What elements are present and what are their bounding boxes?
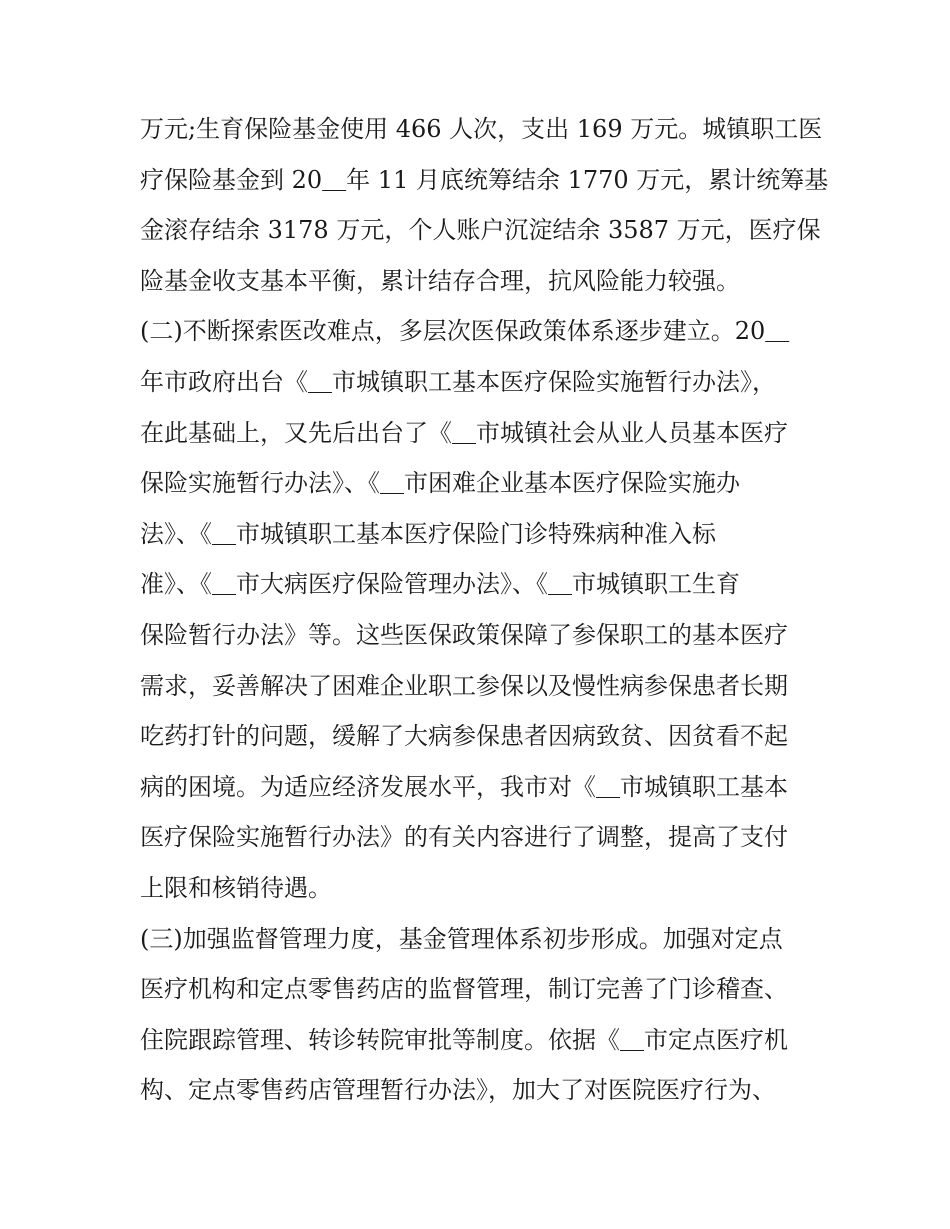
text-line: 病的困境。为适应经济发展水平，我市对《＿市城镇职工基本 [140, 772, 788, 801]
text-line: 医疗保险实施暂行办法》的有关内容进行了调整，提高了支付 [140, 823, 788, 852]
text-line: 万元;生育保险基金使用 466 人次，支出 169 万元。城镇职工医 [140, 115, 823, 143]
text-line: 准》、《＿市大病医疗保险管理办法》、《＿市城镇职工生育 [140, 570, 740, 599]
text-line: (二)不断探索医改难点，多层次医保政策体系逐步建立。20＿ [140, 317, 790, 346]
text-line: 构、定点零售药店管理暂行办法》，加大了对医院医疗行为、 [140, 1076, 776, 1105]
text-line: 在此基础上，又先后出台了《＿市城镇社会从业人员基本医疗 [140, 418, 788, 447]
text-line: 疗保险基金到 20＿年 11 月底统筹结余 1770 万元，累计统筹基 [140, 165, 829, 194]
text-line: 上限和核销待遇。 [140, 873, 332, 902]
text-line: (三)加强监督管理力度，基金管理体系初步形成。加强对定点 [140, 924, 783, 953]
text-line: 金滚存结余 3178 万元，个人账户沉淀结余 3587 万元，医疗保 [140, 216, 821, 245]
text-line: 保险暂行办法》等。这些医保政策保障了参保职工的基本医疗 [140, 620, 788, 649]
text-line: 保险实施暂行办法》、《＿市困难企业基本医疗保险实施办 [140, 469, 740, 498]
text-line: 险基金收支基本平衡，累计结存合理，抗风险能力较强。 [140, 266, 740, 295]
text-line: 需求，妥善解决了困难企业职工参保以及慢性病参保患者长期 [140, 671, 788, 700]
text-line: 医疗机构和定点零售药店的监督管理，制订完善了门诊稽查、 [140, 975, 788, 1004]
text-line: 住院跟踪管理、转诊转院审批等制度。依据《＿市定点医疗机 [140, 1025, 788, 1054]
text-line: 法》、《＿市城镇职工基本医疗保险门诊特殊病种准入标 [140, 519, 716, 548]
text-line: 吃药打针的问题，缓解了大病参保患者因病致贫、因贫看不起 [140, 722, 788, 751]
text-line: 年市政府出台《＿市城镇职工基本医疗保险实施暂行办法》， [140, 367, 776, 396]
body-text [140, 104, 830, 1116]
